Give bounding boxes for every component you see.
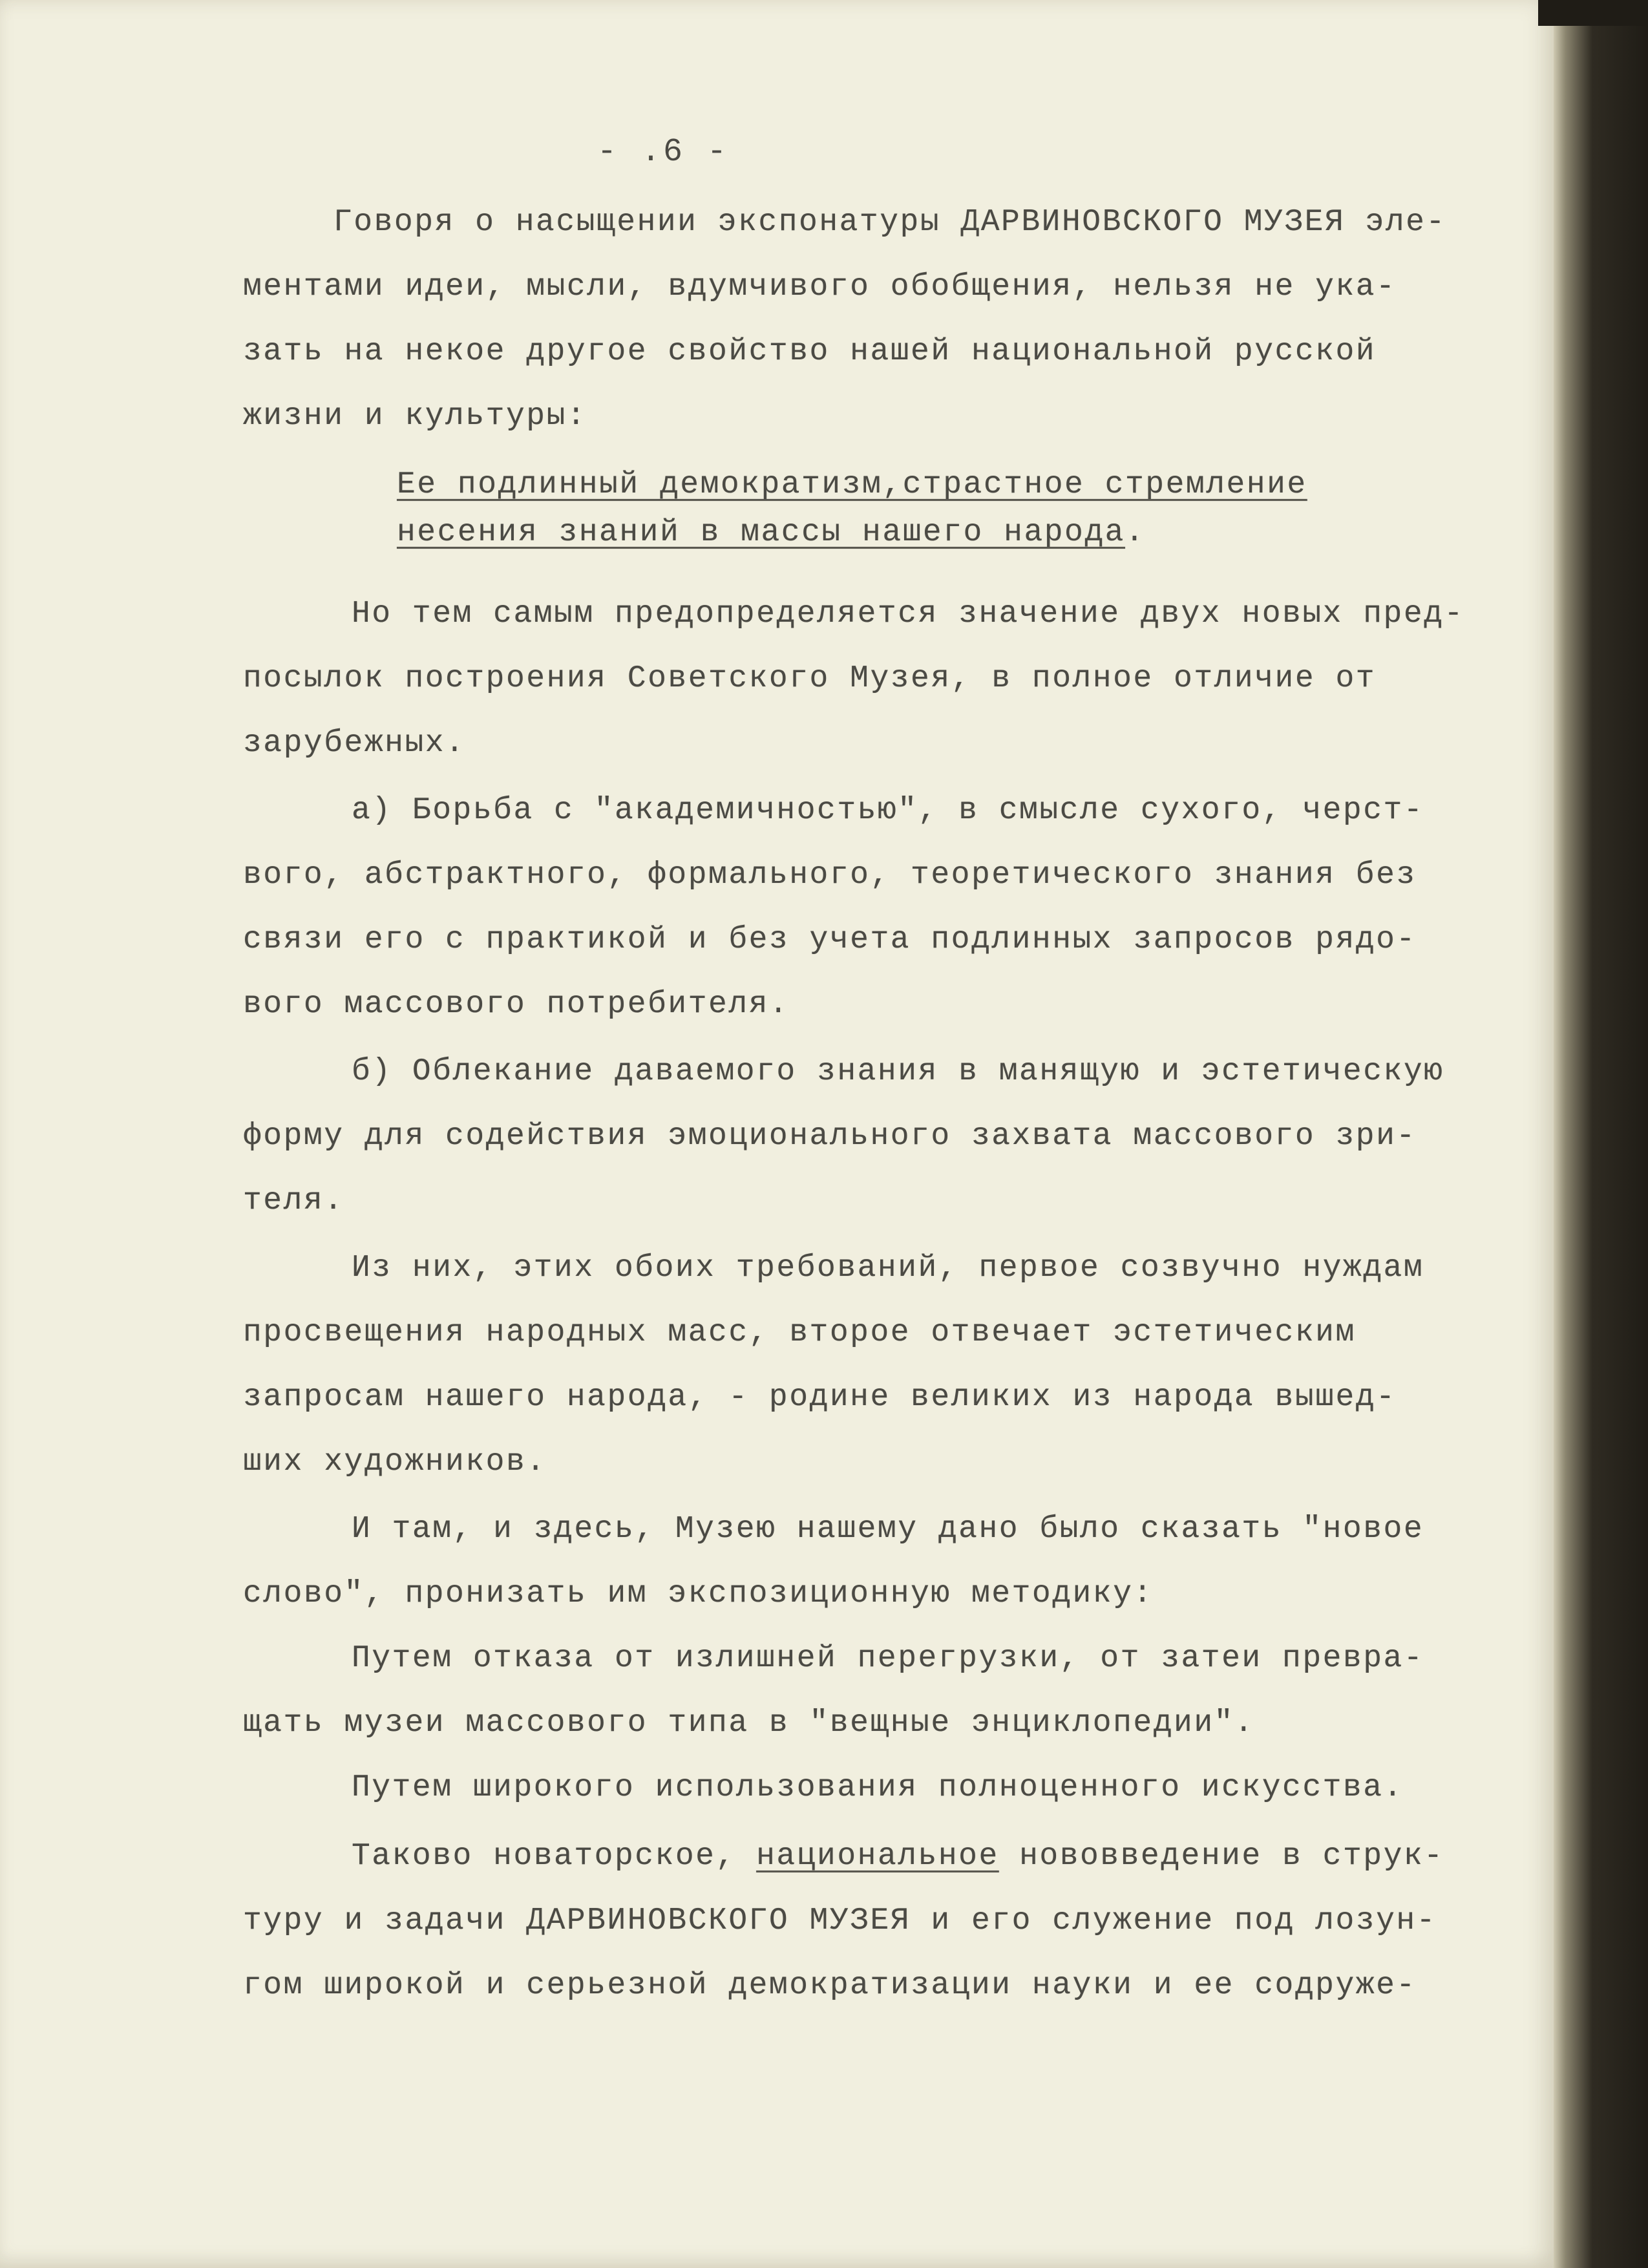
text-line: гом широкой и серьезной демократизации науки и ее содруже- — [243, 1968, 1417, 2003]
underlined-word: национальное — [756, 1839, 999, 1874]
text-line: зарубежных. — [243, 726, 466, 761]
underlined-thesis-line-2 — [397, 513, 1145, 552]
scan-edge-shadow — [1554, 0, 1648, 2268]
text-line: вого, абстрактного, формального, теоретического знания без — [243, 858, 1417, 893]
underlined-thesis-text: несения знаний в массы нашего народа — [397, 515, 1125, 550]
text-line: ших художников. — [243, 1445, 547, 1479]
text-line: щать музеи массового типа в "вещные энциклопедии". — [243, 1706, 1255, 1741]
text-line: просвещения народных масс, второе отвечает эстетическим — [243, 1315, 1356, 1350]
text-line: Но тем самым предопределяется значение двух новых пред- — [352, 597, 1464, 631]
scan-corner-shadow — [1538, 0, 1648, 26]
text-line: вого массового потребителя. — [243, 987, 790, 1022]
text-line: Говоря о насыщении экспонатуры ДАРВИНОВСКОГО МУЗЕЯ эле- — [333, 205, 1446, 240]
text-line: жизни и культуры: — [243, 399, 587, 434]
text-line: запросам нашего народа, - родине великих из народа вышед- — [243, 1380, 1397, 1415]
text-line: связи его с практикой и без учета подлинных запросов рядо- — [243, 922, 1417, 957]
text-line: теля. — [243, 1183, 344, 1218]
text-line: слово", пронизать им экспозиционную методику: — [243, 1576, 1154, 1611]
text-line: форму для содействия эмоционального захвата массового зри- — [243, 1119, 1417, 1154]
text-line: зать на некое другое свойство нашей национальной русской — [243, 334, 1377, 369]
text-line: Путем отказа от излишней перегрузки, от затеи превра- — [352, 1641, 1424, 1676]
underlined-thesis-line: Ее подлинный демократизм,страстное стремление — [397, 467, 1307, 502]
text-line: б) Облекание даваемого знания в манящую и эстетическую — [352, 1054, 1444, 1089]
text-line: туру и задачи ДАРВИНОВСКОГО МУЗЕЯ и его служение под лозун- — [243, 1903, 1437, 1938]
text-line-with-underline — [352, 1837, 1444, 1876]
text-line: а) Борьба с "академичностью", в смысле сухого, черст- — [352, 793, 1424, 828]
text-line: посылок построения Советского Музея, в полное отличие от — [243, 661, 1377, 696]
text-line: Из них, этих обоих требований, первое созвучно нуждам — [352, 1251, 1424, 1286]
text-fragment: Таково новаторское, — [352, 1839, 736, 1874]
text-fragment: нововведение в струк- — [1019, 1839, 1444, 1874]
text-line: Путем широкого использования полноценного искусства. — [352, 1770, 1404, 1805]
text-line: И там, и здесь, Музею нашему дано было сказать "новое — [352, 1512, 1424, 1547]
thesis-period: . — [1125, 515, 1146, 550]
text-line: ментами идеи, мысли, вдумчивого обобщения, нельзя не ука- — [243, 270, 1397, 304]
page-number: - .6 - — [597, 134, 730, 171]
